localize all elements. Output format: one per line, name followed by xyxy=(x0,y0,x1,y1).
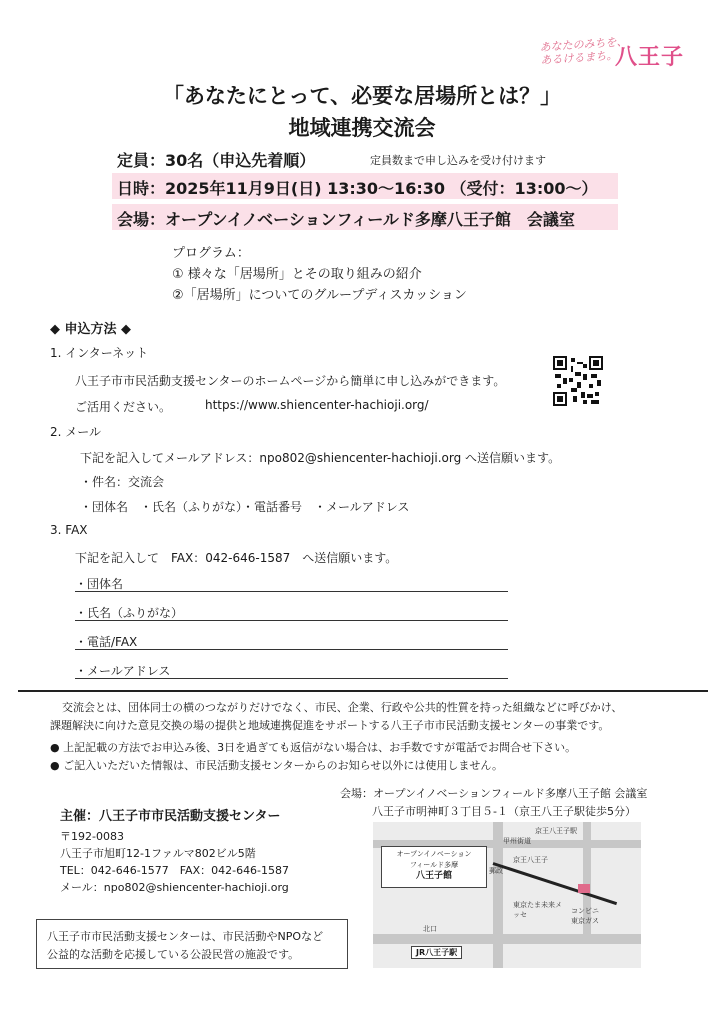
map-label-koshu: 甲州街道 xyxy=(503,837,531,845)
apply-mail-subject: ・件名：交流会 xyxy=(80,475,165,489)
map-venue-line1: オープンイノベーション xyxy=(396,850,472,858)
map-label-post: 郵政 xyxy=(489,867,503,875)
section-divider xyxy=(18,690,708,692)
fax-field-email[interactable] xyxy=(75,662,508,679)
apply-internet-line2: ご活用ください。 xyxy=(75,400,172,414)
qr-code[interactable] xyxy=(553,356,603,406)
access-address: 八王子市明神町３丁目５-１（京王八王子駅徒歩5分） xyxy=(372,805,636,818)
organizer-postal: 〒192-0083 xyxy=(60,830,124,843)
map-label-jr-station: JR八王子駅 xyxy=(411,946,462,959)
organizer-title: 主催：八王子市市民活動支援センター xyxy=(60,809,281,824)
fax-field-org[interactable] xyxy=(75,575,508,592)
fax-field-org-label: ・団体名 xyxy=(75,577,124,591)
access-map[interactable] xyxy=(373,822,641,968)
fax-field-name-label: ・氏名（ふりがな） xyxy=(75,606,184,620)
map-keio-line xyxy=(493,862,618,905)
apply-fax-line1: 下記を記入して FAX：042-646-1587 へ送信願います。 xyxy=(75,551,398,565)
event-datetime: 日時：2025年11月9日(日) 13:30～16:30 （受付：13:00～） xyxy=(117,179,598,198)
fax-field-phone-label: ・電話/FAX xyxy=(75,635,138,649)
map-label-messe: 東京たま未来メッセ xyxy=(513,901,562,919)
website-link[interactable]: https://www.shiencenter-hachioji.org/ xyxy=(205,398,429,412)
organizer-email: メール：npo802@shiencenter-hachioji.org xyxy=(60,881,289,894)
notes-bullet-1: ● 上記記載の方法でお申込み後、3日を過ぎても返信がない場合は、お手数ですが電話でお問合せ下さい。 xyxy=(50,741,577,754)
map-label-conveni: コンビニ xyxy=(571,907,599,915)
fax-field-phone[interactable] xyxy=(75,633,508,650)
apply-internet-line1: 八王子市市民活動支援センターのホームページから簡単に申し込みができます。 xyxy=(75,374,506,388)
apply-mail-line1: 下記を記入してメールアドレス：npo802@shiencenter-hachioji.org へ送信願います。 xyxy=(80,451,561,465)
access-venue: 会場：オープンイノベーションフィールド多摩八王子館 会議室 xyxy=(340,787,648,800)
organizer-desc-2: 公益的な活動を応援している公設民営の施設です。 xyxy=(47,948,300,961)
logo-tagline-line2: あるけるまち。 xyxy=(540,48,618,68)
map-label-keio-station: 京王八王子駅 xyxy=(535,827,577,835)
qr-code-icon xyxy=(553,356,603,406)
map-label-gas: 東京ガス xyxy=(571,917,599,925)
notes-para-2: 課題解決に向けた意見交換の場の提供と地域連携促進をサポートする八王子市市民活動支援センターの事業です。 xyxy=(50,719,610,732)
map-rail xyxy=(373,934,641,944)
organizer-address: 八王子市旭町12-1ファルマ802ビル5階 xyxy=(60,847,256,860)
logo-tagline-line1: あなたのみちを、 xyxy=(539,34,628,55)
page-title: 「あなたにとって、必要な居場所とは？」 xyxy=(162,83,562,108)
event-venue: 会場：オープンイノベーションフィールド多摩八王子館 会議室 xyxy=(117,210,575,229)
capacity-note: 定員数まで申し込みを受け付けます xyxy=(370,154,546,167)
program-heading: プログラム： xyxy=(172,246,250,261)
organizer-description-box xyxy=(36,919,348,969)
notes-bullet-2: ● ご記入いただいた情報は、市民活動支援センターからのお知らせ以外には使用しません。 xyxy=(50,759,503,772)
map-label-north-exit: 北口 xyxy=(423,925,437,933)
venue-marker xyxy=(578,884,590,893)
page-subtitle: 地域連携交流会 xyxy=(288,115,436,140)
apply-mail-fields: ・団体名 ・氏名（ふりがな）・電話番号 ・メールアドレス xyxy=(80,500,410,514)
notes-para-1: 交流会とは、団体同士の横のつながりだけでなく、市民、企業、行政や公共的性質を持った組織などに呼びかけ、 xyxy=(62,701,623,714)
capacity-label: 定員：30名（申込先着順） xyxy=(117,151,316,170)
map-venue-line3: 八王子館 xyxy=(415,871,452,881)
organizer-tel-fax: TEL：042-646-1577 FAX：042-646-1587 xyxy=(60,864,290,877)
organizer-desc-1: 八王子市市民活動支援センターは、市民活動やNPOなど xyxy=(47,930,324,943)
map-label-keio: 京王八王子 xyxy=(513,856,548,864)
apply-mail-title: 2. メール xyxy=(50,425,102,439)
fax-field-name[interactable] xyxy=(75,604,508,621)
program-item-1: ① 様々な「居場所」とその取り組みの紹介 xyxy=(172,267,422,282)
apply-heading: ◆ 申込方法 ◆ xyxy=(50,322,132,337)
map-venue-box xyxy=(381,846,487,888)
apply-fax-title: 3. FAX xyxy=(50,523,88,537)
program-item-2: ②「居場所」についてのグループディスカッション xyxy=(172,288,467,303)
fax-field-email-label: ・メールアドレス xyxy=(75,664,171,678)
map-venue-line2: フィールド多摩 xyxy=(409,861,459,869)
apply-internet-title: 1. インターネット xyxy=(50,346,149,360)
logo-city: 八王子 xyxy=(615,45,685,70)
